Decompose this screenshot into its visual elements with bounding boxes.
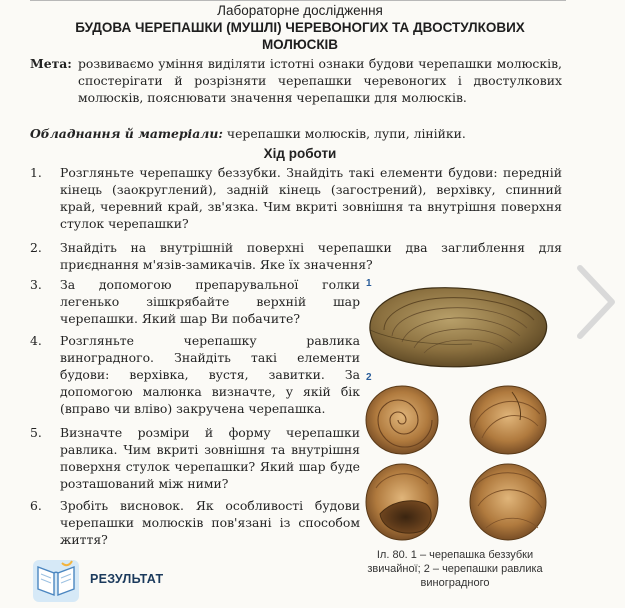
step-text: Зробіть висновок. Як особливості будови черепашки молюсків пов'язані із способом життя? — [60, 498, 360, 547]
mussel-shell-image — [362, 280, 552, 372]
equipment-text: черепашки молюсків, лупи, лінійки. — [222, 126, 466, 141]
main-title — [40, 19, 560, 53]
step-number: 3. — [30, 277, 42, 292]
main-title-line-2: МОЛЮСКІВ — [261, 37, 339, 52]
goal-section — [30, 55, 562, 105]
snail-shells-image — [362, 380, 552, 544]
step-text: Розгляньте черепашку равлика виноградного. Знайдіть такі елементи будови: верхівка, вустя, завитки. За допомогою малюнка визначте, у якій бік (вправо чи вліво) закручена черепашка. — [60, 333, 360, 416]
figure-caption: Іл. 80. 1 – черепашка беззубки звичайної; 2 – черепашки равлика виноградного — [367, 549, 543, 589]
procedure-title: Хід роботи — [263, 146, 337, 161]
snail-shell-aperture-view — [366, 464, 438, 540]
step-number: 5. — [30, 425, 42, 440]
figure-label-2: 2 — [366, 372, 372, 383]
lab-title: Лабораторне дослідження — [217, 3, 383, 18]
step-number: 6. — [30, 498, 42, 513]
goal-text: розвиваємо уміння виділяти істотні ознаки будови черепашки молюсків, спостерігати й розрізняти черепашки черевоногих і двостулкових молюсків, пояснювати значення черепашки для молюсків. — [78, 56, 562, 105]
chevron-right-icon[interactable] — [572, 262, 620, 342]
equipment-label: Обладнання й матеріали: — [30, 126, 223, 141]
step-text: Знайдіть на внутрішній поверхні черепашки два заглиблення для приєднання м'язів-замикачів. Яке їх значення? — [60, 240, 562, 272]
step-text: Визначте розміри й форму черепашки равлика. Чим вкриті зовнішня та внутрішня поверхня стулок черепашки? Який шар буде розташований між ними? — [60, 425, 360, 491]
open-book-icon — [32, 559, 80, 603]
snail-shell-side-view — [470, 386, 546, 454]
figure-label-1: 1 — [366, 278, 372, 289]
snail-shell-top-view — [366, 386, 438, 454]
result-heading: РЕЗУЛЬТАТ — [90, 572, 164, 586]
goal-label: Мета: — [30, 56, 72, 71]
step-number: 1. — [30, 165, 42, 180]
step-number: 2. — [30, 240, 42, 255]
step-number: 4. — [30, 333, 42, 348]
step-text: За допомогою препарувальної голки легенько зішкрябайте верхній шар черепашки. Який шар Ви побачите? — [60, 277, 360, 326]
snail-shell-front-view — [470, 464, 546, 540]
main-title-line-1: БУДОВА ЧЕРЕПАШКИ (МУШЛІ) ЧЕРЕВОНОГИХ ТА ДВОСТУЛКОВИХ — [75, 20, 525, 35]
step-text: Розгляньте черепашку беззубки. Знайдіть такі елементи будови: передній кінець (заокруглений), задній кінець (загострений), верхівку, спинний край, черевний край, зв'язка. Чим вкриті зовнішня та внутрішня поверхня стулок черепашки? — [60, 165, 562, 231]
equipment-section — [30, 125, 562, 142]
